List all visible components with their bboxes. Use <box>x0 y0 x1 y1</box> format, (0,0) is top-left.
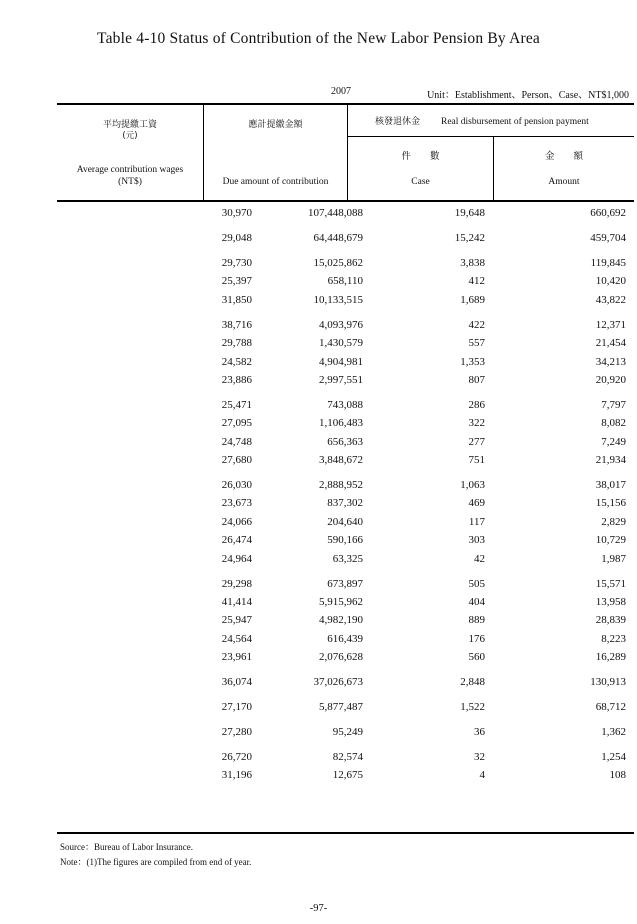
avg-wages-cell: 24,564 <box>221 632 252 645</box>
table-row <box>57 575 634 593</box>
case-cell: 19,648 <box>454 207 485 219</box>
notes <box>60 840 251 870</box>
due-amount-cell: 1,430,579 <box>319 337 363 350</box>
due-amount-cell: 4,904,981 <box>319 355 363 368</box>
due-amount-cell: 82,574 <box>332 751 363 764</box>
header-amount-en: Amount <box>548 177 580 187</box>
table-row <box>57 593 634 611</box>
case-cell: 117 <box>468 515 485 528</box>
avg-wages-cell: 38,716 <box>221 318 252 331</box>
due-amount-cell: 656,363 <box>327 435 363 448</box>
amount-cell: 10,729 <box>595 534 626 547</box>
due-amount-cell: 1,106,483 <box>319 417 363 430</box>
table-row <box>57 630 634 648</box>
due-amount-cell: 12,675 <box>332 769 363 782</box>
col-divider-3 <box>493 137 494 200</box>
avg-wages-cell: 31,850 <box>221 293 252 306</box>
avg-wages-cell: 25,397 <box>221 275 252 288</box>
due-amount-cell: 5,915,962 <box>319 595 363 608</box>
due-amount-cell: 63,325 <box>332 552 363 565</box>
amount-cell: 8,082 <box>601 417 626 430</box>
table-row <box>57 648 634 666</box>
table-row <box>57 334 634 352</box>
avg-wages-cell: 36,074 <box>221 676 252 689</box>
table-top-rule <box>57 103 634 105</box>
case-cell: 3,838 <box>460 256 485 269</box>
avg-wages-cell: 29,788 <box>221 337 252 350</box>
due-amount-cell: 3,848,672 <box>319 454 363 467</box>
table-row <box>57 723 634 741</box>
due-amount-cell: 616,439 <box>327 632 363 645</box>
case-cell: 32 <box>474 751 485 764</box>
due-amount-cell: 590,166 <box>327 534 363 547</box>
header-disbursement-zh: 核發退休金 <box>375 117 421 127</box>
table-bottom-rule <box>57 832 634 834</box>
due-amount-cell: 4,982,190 <box>319 614 363 627</box>
source-note: Source：Bureau of Labor Insurance. <box>60 842 193 852</box>
case-cell: 4 <box>479 769 485 782</box>
avg-wages-cell: 23,961 <box>221 651 252 664</box>
amount-cell: 119,845 <box>590 256 626 269</box>
case-cell: 1,063 <box>460 479 485 492</box>
avg-wages-cell: 30,970 <box>221 207 252 219</box>
header-case-zh: 件 數 <box>401 151 440 162</box>
amount-cell: 1,254 <box>601 751 626 764</box>
table-body <box>57 204 634 785</box>
case-cell: 807 <box>468 373 485 386</box>
amount-cell: 1,362 <box>601 726 626 739</box>
amount-cell: 7,797 <box>601 398 626 411</box>
due-amount-cell: 107,448,088 <box>308 207 363 219</box>
case-cell: 322 <box>468 417 485 430</box>
avg-wages-cell: 25,947 <box>221 614 252 627</box>
table-row <box>57 254 634 272</box>
table-row <box>57 476 634 494</box>
case-cell: 1,689 <box>460 293 485 306</box>
case-cell: 557 <box>468 337 485 350</box>
table-row <box>57 433 634 451</box>
case-cell: 1,522 <box>460 701 485 714</box>
table-row <box>57 748 634 766</box>
amount-cell: 43,822 <box>595 293 626 306</box>
table-row <box>57 494 634 512</box>
case-cell: 277 <box>468 435 485 448</box>
amount-cell: 13,958 <box>595 595 626 608</box>
header-avg-wages-en: Average contribution wages <box>76 165 184 175</box>
header-case-en: Case <box>411 177 430 187</box>
due-amount-cell: 10,133,515 <box>313 293 363 306</box>
avg-wages-cell: 24,066 <box>221 515 252 528</box>
table-row <box>57 229 634 247</box>
table-title: Table 4-10 Status of Contribution of the New Labor Pension By Area <box>96 30 541 47</box>
table-row <box>57 550 634 568</box>
avg-wages-cell: 27,170 <box>221 701 252 714</box>
amount-cell: 20,920 <box>595 373 626 386</box>
header-avg-wages-unit-en: (NT$) <box>118 177 142 187</box>
table-row <box>57 766 634 784</box>
amount-cell: 130,913 <box>590 676 626 689</box>
case-cell: 751 <box>468 454 485 467</box>
case-cell: 889 <box>468 614 485 627</box>
case-cell: 36 <box>474 726 485 739</box>
avg-wages-cell: 27,095 <box>221 417 252 430</box>
avg-wages-cell: 29,048 <box>221 231 252 244</box>
due-amount-cell: 2,076,628 <box>319 651 363 664</box>
header-amount-zh: 金 額 <box>544 151 583 162</box>
table-row <box>57 414 634 432</box>
case-cell: 2,848 <box>460 676 485 689</box>
avg-wages-cell: 26,474 <box>221 534 252 547</box>
case-cell: 286 <box>468 398 485 411</box>
case-cell: 15,242 <box>454 231 485 244</box>
amount-cell: 38,017 <box>595 479 626 492</box>
amount-cell: 21,454 <box>595 337 626 350</box>
table-row <box>57 272 634 290</box>
due-amount-cell: 2,888,952 <box>319 479 363 492</box>
case-cell: 404 <box>468 595 485 608</box>
amount-cell: 108 <box>609 769 626 782</box>
amount-cell: 16,289 <box>595 651 626 664</box>
avg-wages-cell: 24,582 <box>221 355 252 368</box>
case-cell: 469 <box>468 497 485 510</box>
table-row <box>57 513 634 531</box>
avg-wages-cell: 29,730 <box>221 256 252 269</box>
table-row <box>57 531 634 549</box>
table-row <box>57 451 634 469</box>
header-due-amount-zh: 應計提繳金額 <box>248 120 303 130</box>
amount-cell: 1,987 <box>601 552 626 565</box>
due-amount-cell: 837,302 <box>327 497 363 510</box>
avg-wages-cell: 41,414 <box>221 595 252 608</box>
avg-wages-cell: 26,030 <box>221 479 252 492</box>
case-cell: 422 <box>468 318 485 331</box>
amount-cell: 7,249 <box>601 435 626 448</box>
avg-wages-cell: 27,280 <box>221 726 252 739</box>
avg-wages-cell: 23,886 <box>221 373 252 386</box>
table-row <box>57 396 634 414</box>
amount-cell: 28,839 <box>595 614 626 627</box>
avg-wages-cell: 29,298 <box>221 577 252 590</box>
due-amount-cell: 658,110 <box>327 275 363 288</box>
due-amount-cell: 64,448,679 <box>313 231 363 244</box>
amount-cell: 15,156 <box>595 497 626 510</box>
year-label: 2007 <box>331 86 351 97</box>
case-cell: 42 <box>474 552 485 565</box>
avg-wages-cell: 27,680 <box>221 454 252 467</box>
avg-wages-cell: 23,673 <box>221 497 252 510</box>
header-bottom-rule <box>57 200 634 202</box>
table-row <box>57 353 634 371</box>
amount-cell: 12,371 <box>595 318 626 331</box>
amount-cell: 68,712 <box>595 701 626 714</box>
amount-cell: 8,223 <box>601 632 626 645</box>
due-amount-cell: 204,640 <box>327 515 363 528</box>
case-cell: 412 <box>468 275 485 288</box>
due-amount-cell: 95,249 <box>332 726 363 739</box>
table-row <box>57 698 634 716</box>
table-row <box>57 611 634 629</box>
due-amount-cell: 2,997,551 <box>319 373 363 386</box>
header-avg-wages-zh: 平均提繳工資 <box>102 120 157 130</box>
case-cell: 505 <box>468 577 485 590</box>
case-cell: 560 <box>468 651 485 664</box>
header-avg-wages-unit-zh: (元) <box>122 131 138 141</box>
amount-cell: 459,704 <box>590 231 626 244</box>
footnote: Note：(1)The figures are compiled from end of year. <box>60 857 252 867</box>
amount-cell: 10,420 <box>595 275 626 288</box>
table-row <box>57 316 634 334</box>
table-row <box>57 371 634 389</box>
due-amount-cell: 673,897 <box>327 577 363 590</box>
table-row <box>57 673 634 691</box>
due-amount-cell: 5,877,487 <box>319 701 363 714</box>
table-row <box>57 291 634 309</box>
avg-wages-cell: 24,748 <box>221 435 252 448</box>
header-mid-rule <box>347 136 634 137</box>
due-amount-cell: 15,025,862 <box>313 256 363 269</box>
amount-cell: 2,829 <box>601 515 626 528</box>
page-number: -97- <box>309 903 328 914</box>
case-cell: 303 <box>468 534 485 547</box>
avg-wages-cell: 31,196 <box>221 769 252 782</box>
header-disbursement-en: Real disbursement of pension payment <box>441 117 589 127</box>
due-amount-cell: 743,088 <box>327 398 363 411</box>
amount-cell: 15,571 <box>595 577 626 590</box>
amount-cell: 21,934 <box>595 454 626 467</box>
avg-wages-cell: 24,964 <box>221 552 252 565</box>
avg-wages-cell: 25,471 <box>221 398 252 411</box>
case-cell: 1,353 <box>460 355 485 368</box>
due-amount-cell: 37,026,673 <box>313 676 363 689</box>
unit-label: Unit：Establishment、Person、Case、NT$1,000 <box>427 90 629 101</box>
amount-cell: 34,213 <box>595 355 626 368</box>
case-cell: 176 <box>468 632 485 645</box>
avg-wages-cell: 26,720 <box>221 751 252 764</box>
due-amount-cell: 4,093,976 <box>319 318 363 331</box>
amount-cell: 660,692 <box>590 207 626 219</box>
header-due-amount-en: Due amount of contribution <box>222 177 329 187</box>
table-row <box>57 204 634 222</box>
